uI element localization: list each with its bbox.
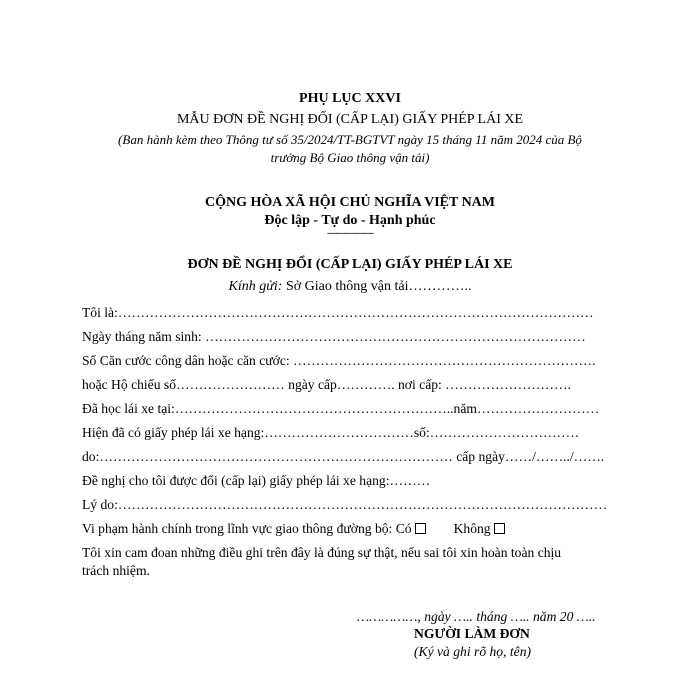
commitment-line1: Tôi xin cam đoan những điều ghi trên đây là đúng sự thật, nếu sai tôi xin hoàn toàn chịu xyxy=(82,545,562,560)
signature-date-line[interactable]: ……………, ngày ….. tháng ….. năm 20 ….. xyxy=(357,609,596,624)
violation-line xyxy=(82,521,505,537)
signer-title: NGƯỜI LÀM ĐƠN xyxy=(414,626,530,641)
field-current-license[interactable]: Hiện đã có giấy phép lái xe hạng:……………………………số:…………………………… xyxy=(82,425,580,440)
violation-no-checkbox[interactable] xyxy=(494,523,505,534)
field-passport[interactable]: hoặc Hộ chiếu số…………………… ngày cấp…………. nơi cấp: ………………………. xyxy=(82,377,571,392)
field-driving-school[interactable]: Đã học lái xe tại:……………………………………………………..năm……………………… xyxy=(82,401,600,416)
recipient-prefix: Kính gửi: xyxy=(228,279,283,294)
motto-rule: ————— xyxy=(327,228,373,239)
recipient-line xyxy=(0,279,700,295)
field-date-of-birth[interactable]: Ngày tháng năm sinh: ………………………………………………………………………… xyxy=(82,329,586,344)
violation-no-label: Không xyxy=(453,521,491,536)
field-reason[interactable]: Lý do:……………………………………………………………………………………………… xyxy=(82,497,608,512)
appendix-heading: PHỤ LỤC XXVI xyxy=(299,91,401,106)
nation-name: CỘNG HÒA XÃ HỘI CHỦ NGHĨA VIỆT NAM xyxy=(204,195,495,210)
document-title: ĐƠN ĐỀ NGHỊ ĐỔI (CẤP LẠI) GIẤY PHÉP LÁI XE xyxy=(187,257,513,272)
violation-yes-checkbox[interactable] xyxy=(415,523,426,534)
signer-note: (Ký và ghi rõ họ, tên) xyxy=(414,644,532,659)
field-requested-class[interactable]: Đề nghị cho tôi được đổi (cấp lại) giấy phép lái xe hạng:……… xyxy=(82,473,431,488)
field-issued-by[interactable]: do:…………………………………………………………………… cấp ngày……/……../……. xyxy=(82,449,605,464)
issued-note-line2: trưởng Bộ Giao thông vận tải) xyxy=(270,150,430,165)
issued-note-line1: (Ban hành kèm theo Thông tư số 35/2024/TT-BGTVT ngày 15 tháng 11 năm 2024 của Bộ xyxy=(118,132,582,147)
recipient-value: Sở Giao thông vận tải………….. xyxy=(282,279,472,294)
commitment-line2: trách nhiệm. xyxy=(82,563,150,578)
form-title: MẪU ĐƠN ĐỀ NGHỊ ĐỔI (CẤP LẠI) GIẤY PHÉP LÁI XE xyxy=(176,112,524,127)
field-full-name[interactable]: Tôi là:…………………………………………………………………………………………… xyxy=(82,305,594,320)
nation-motto: Độc lập - Tự do - Hạnh phúc xyxy=(264,213,436,228)
violation-label: Vi phạm hành chính trong lĩnh vực giao thông đường bộ: Có xyxy=(82,521,412,536)
field-citizen-id[interactable]: Số Căn cước công dân hoặc căn cước: …………………………………………………………. xyxy=(82,353,596,368)
